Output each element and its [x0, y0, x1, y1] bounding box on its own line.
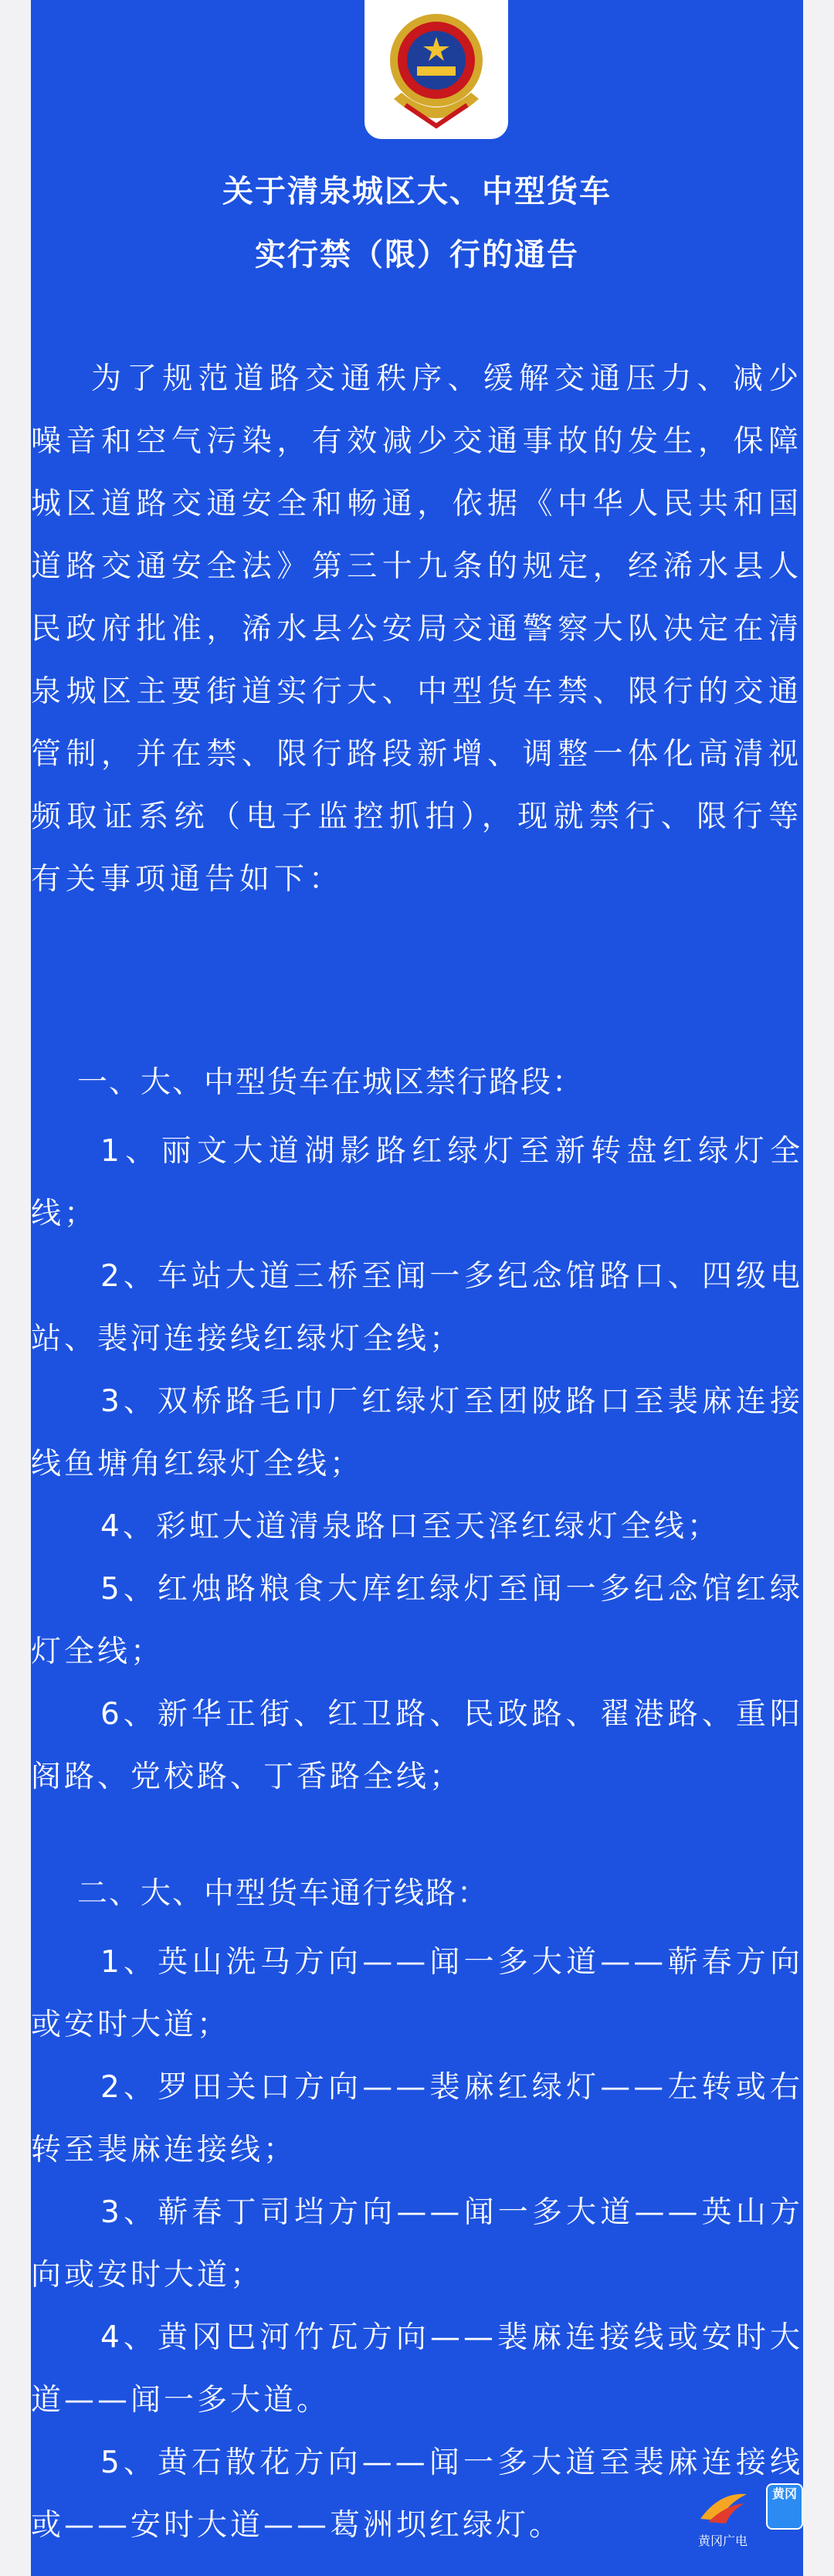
- notice-panel: [31, 0, 803, 2576]
- brand-logo-icon: [697, 2488, 751, 2527]
- section-1-item: 2、车站大道三桥至闻一多纪念馆路口、四级电站、裴河连接线红绿灯全线；: [31, 1259, 803, 1356]
- section-1-item: 1、丽文大道湖影路红绿灯至新转盘红绿灯全线；: [31, 1134, 803, 1231]
- notice-title-line-1: 关于清泉城区大、中型货车: [222, 174, 612, 209]
- watermark-brand-text: 黄冈广电: [698, 2534, 748, 2548]
- app-icon: 黄冈: [766, 2483, 803, 2530]
- police-emblem-badge: [364, 0, 508, 139]
- notice-title-line-2: 实行禁（限）行的通告: [255, 237, 579, 273]
- section-2-item: 4、黄冈巴河竹瓦方向——裴麻连接线或安时大道——闻一多大道。: [31, 2320, 803, 2418]
- section-1-item: 5、红烛路粮食大库红绿灯至闻一多纪念馆红绿灯全线；: [31, 1572, 803, 1669]
- police-emblem-icon: [378, 6, 494, 133]
- section-2-item: 5、黄石散花方向——闻一多大道至裴麻连接线或——安时大道——葛洲坝红绿灯。: [31, 2445, 803, 2543]
- section-2-item: 3、蕲春丁司垱方向——闻一多大道——英山方向或安时大道；: [31, 2195, 803, 2293]
- section-2-item: 2、罗田关口方向——裴麻红绿灯——左转或右转至裴麻连接线；: [31, 2070, 803, 2167]
- section-1-item: 3、双桥路毛巾厂红绿灯至团陂路口至裴麻连接线鱼塘角红绿灯全线；: [31, 1384, 803, 1481]
- section-2-heading: 二、大、中型货车通行线路：: [77, 1876, 490, 1911]
- section-1-item: 4、彩虹大道清泉路口至天泽红绿灯全线；: [100, 1509, 720, 1544]
- watermark-logo: [697, 2483, 797, 2568]
- section-1-item: 6、新华正街、红卫路、民政路、翟港路、重阳阁路、党校路、丁香路全线；: [31, 1697, 803, 1794]
- section-1-heading: 一、大、中型货车在城区禁行路段：: [77, 1065, 585, 1100]
- intro-paragraph: 为了规范道路交通秩序、缓解交通压力、减少噪音和空气污染，有效减少交通事故的发生，保障城区道路交通安全和畅通，依据《中华人民共和国道路交通安全法》第三十九条的规定，经浠水县人民政府批准，浠水县公安局交通警察大队决定在清泉城区主要街道实行大、中型货车禁、限行的交通管制，并在禁、限行路段新增、调整一体化高清视频取证系统（电子监控抓拍），现就禁行、限行等有关事项通告如下：: [31, 361, 803, 897]
- section-2-item: 1、英山洗马方向——闻一多大道——蕲春方向或安时大道；: [31, 1945, 803, 2042]
